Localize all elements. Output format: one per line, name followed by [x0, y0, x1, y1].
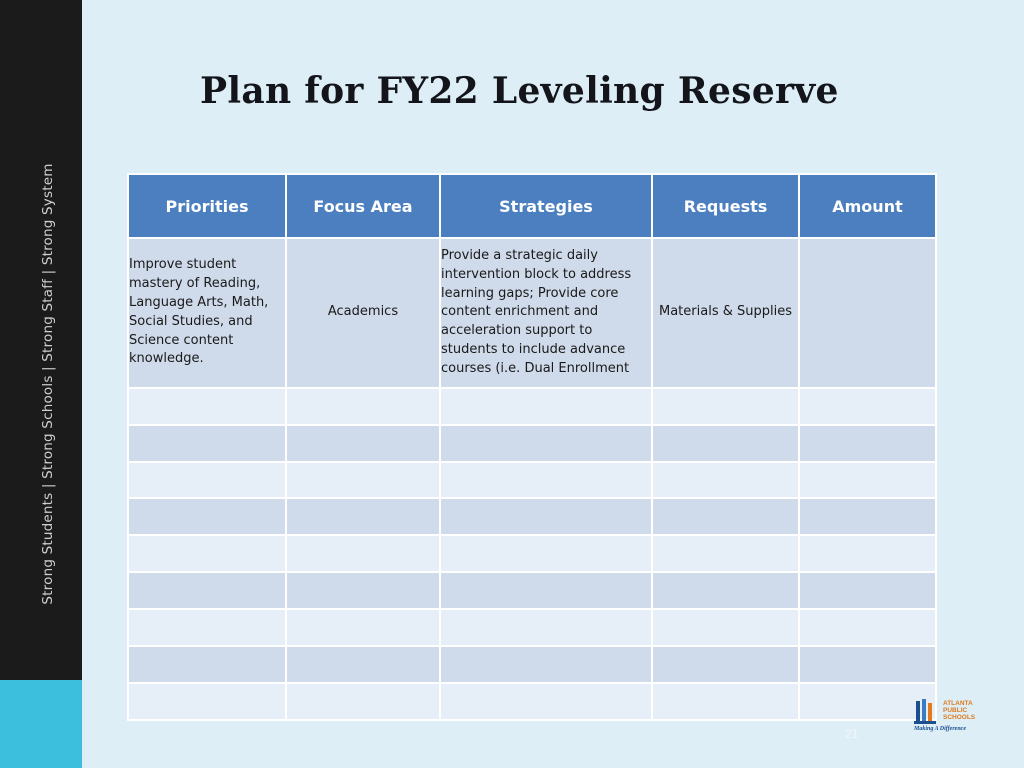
table-cell — [128, 388, 286, 425]
table-row — [128, 609, 936, 646]
table-cell — [440, 498, 652, 535]
table-cell — [440, 535, 652, 572]
table-cell — [440, 646, 652, 683]
table-row — [128, 238, 936, 388]
table-cell — [440, 609, 652, 646]
cell-amount — [799, 238, 936, 388]
table-cell — [440, 462, 652, 499]
table-cell — [286, 683, 440, 720]
table-cell — [286, 498, 440, 535]
header-focus-area: Focus Area — [286, 174, 440, 238]
table-cell — [286, 535, 440, 572]
logo-wordmark — [943, 700, 975, 721]
table-cell — [799, 535, 936, 572]
table-row — [128, 646, 936, 683]
leveling-reserve-table — [127, 173, 937, 721]
logo-line-public: PUBLIC — [943, 707, 968, 714]
table-cell — [128, 498, 286, 535]
table-cell — [286, 572, 440, 609]
logo-line-atlanta: ATLANTA — [943, 700, 973, 707]
table-cell — [128, 572, 286, 609]
table-cell — [799, 572, 936, 609]
atlanta-public-schools-logo — [914, 697, 986, 735]
table-cell — [286, 462, 440, 499]
table-cell — [652, 388, 799, 425]
table-row — [128, 388, 936, 425]
table-cell — [128, 462, 286, 499]
table-cell — [440, 572, 652, 609]
table-cell — [799, 462, 936, 499]
sidebar-accent-block — [0, 680, 82, 768]
table-cell — [286, 646, 440, 683]
table-cell — [799, 425, 936, 462]
table-cell — [128, 683, 286, 720]
table-cell — [128, 646, 286, 683]
table-cell — [799, 646, 936, 683]
header-strategies: Strategies — [440, 174, 652, 238]
table-header-row — [128, 174, 936, 238]
table-cell — [652, 609, 799, 646]
table-row — [128, 425, 936, 462]
cell-requests: Materials & Supplies — [652, 238, 799, 388]
table-cell — [286, 609, 440, 646]
table-cell — [652, 425, 799, 462]
sidebar-tagline: Strong Students | Strong Schools | Strong Staff | Strong System — [40, 163, 56, 605]
slide-title: Plan for FY22 Leveling Reserve — [200, 70, 839, 112]
logo-line-schools: SCHOOLS — [943, 714, 976, 721]
table-row — [128, 498, 936, 535]
table-cell — [652, 683, 799, 720]
table-cell — [128, 425, 286, 462]
table-cell — [799, 498, 936, 535]
table-cell — [128, 535, 286, 572]
table-cell — [652, 646, 799, 683]
table-cell — [286, 425, 440, 462]
table-cell — [652, 535, 799, 572]
cell-priorities: Improve student mastery of Reading, Language Arts, Math, Social Studies, and Science content knowledge. — [128, 238, 286, 388]
table-row — [128, 462, 936, 499]
table-cell — [799, 609, 936, 646]
cell-focus-area: Academics — [286, 238, 440, 388]
table-cell — [440, 425, 652, 462]
table-cell — [440, 388, 652, 425]
page-number: 21 — [845, 727, 859, 741]
sidebar — [0, 0, 82, 680]
cell-strategies: Provide a strategic daily intervention block to address learning gaps; Provide core content enrichment and acceleration support to students to include advance courses (i.e. Dual Enrollment — [440, 238, 652, 388]
table-cell — [652, 572, 799, 609]
table-cell — [652, 498, 799, 535]
aps-logo-icon — [914, 697, 936, 725]
table-cell — [128, 609, 286, 646]
table-row — [128, 683, 936, 720]
table-cell — [652, 462, 799, 499]
table-cell — [440, 683, 652, 720]
table-cell — [286, 388, 440, 425]
table-row — [128, 535, 936, 572]
table-row — [128, 572, 936, 609]
header-priorities: Priorities — [128, 174, 286, 238]
table-cell — [799, 388, 936, 425]
header-amount: Amount — [799, 174, 936, 238]
header-requests: Requests — [652, 174, 799, 238]
logo-tagline: Making A Difference — [914, 726, 966, 732]
